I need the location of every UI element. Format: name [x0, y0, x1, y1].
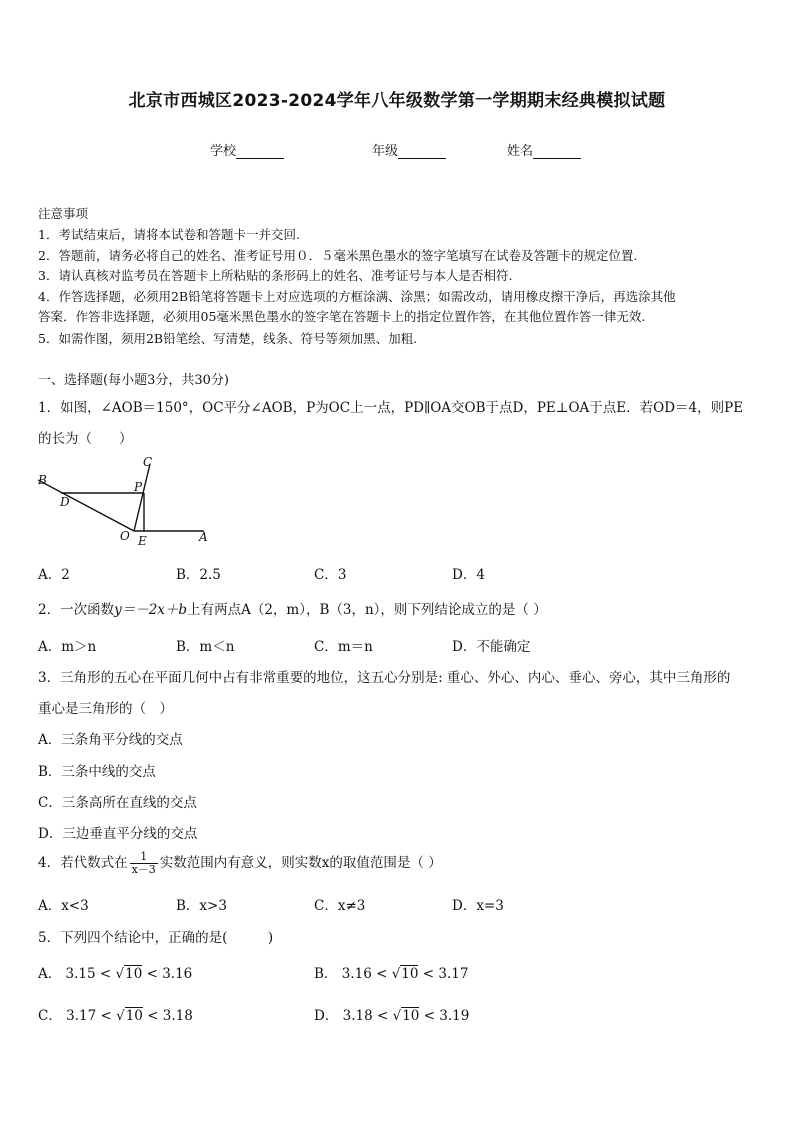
fraction-denominator: x－3: [131, 863, 156, 876]
question-4-suffix: 实数范围内有意义，则实数x的取值范围是（ ）: [159, 855, 442, 871]
question-4-option-b: B．x>3: [176, 898, 227, 914]
option-label: A．: [38, 966, 62, 982]
question-4-stem: [38, 851, 442, 876]
notice-item: 3．请认真核对监考员在答题卡上所粘贴的条形码上的姓名、准考证号与本人是否相符.: [38, 268, 513, 283]
notice-item: 5．如需作图，须用2B铅笔绘、写清楚，线条、符号等须加黑、加粗.: [38, 331, 418, 346]
sqrt-sign: √: [115, 966, 125, 982]
school-field: [210, 140, 284, 159]
option-left: 3.15 <: [65, 966, 112, 982]
grade-blank: [398, 145, 446, 159]
label-c: C: [143, 455, 153, 469]
option-left: 3.17 <: [66, 1008, 112, 1024]
sqrt-sign: √: [392, 1008, 402, 1024]
page-title: 北京市西城区2023-2024学年八年级数学第一学期期末经典模拟试题: [128, 91, 666, 111]
question-2-option-c: C．m＝n: [314, 639, 373, 655]
question-1-option-d: D．4: [452, 567, 485, 583]
name-blank: [533, 145, 581, 159]
question-4-fraction: [130, 851, 158, 876]
question-4-option-d: D．x=3: [452, 898, 504, 914]
question-3-option-b: B．三条中线的交点: [38, 764, 156, 780]
sqrt-sign: √: [116, 1008, 125, 1024]
label-a: A: [199, 530, 208, 544]
question-4-option-a: A．x<3: [38, 898, 89, 914]
radicand: 10: [401, 966, 419, 982]
label-o: O: [120, 529, 130, 543]
question-2-stem: [38, 598, 547, 618]
option-right: < 3.18: [147, 1008, 193, 1024]
question-1-figure: [38, 454, 210, 552]
question-3-option-c: C．三条高所在直线的交点: [38, 795, 197, 811]
question-2-option-b: B．m＜n: [176, 639, 235, 655]
notice-item: 2．答题前，请务必将自己的姓名、准考证号用０．５毫米黑色墨水的签字笔填写在试卷及答题卡的规定位置.: [38, 248, 638, 263]
name-label: 姓名: [507, 144, 534, 159]
option-right: < 3.16: [146, 966, 193, 982]
question-3-option-a: A．三条角平分线的交点: [38, 732, 183, 748]
question-2-prefix: 2．一次函数: [38, 602, 115, 618]
question-4-prefix: 4．若代数式在: [38, 855, 128, 871]
fraction-numerator: 1: [130, 851, 158, 864]
question-5-option-d: [314, 1004, 469, 1024]
ray-oc: [134, 464, 150, 531]
question-2-option-a: A．m＞n: [38, 639, 97, 655]
label-p: P: [134, 480, 143, 494]
option-label: D．: [314, 1008, 339, 1024]
question-2-option-d: D．不能确定: [452, 639, 531, 655]
question-4-option-c: C．x≠3: [314, 898, 366, 914]
label-b: B: [38, 473, 47, 487]
option-label: B．: [314, 966, 338, 982]
notice-item: 答案．作答非选择题，必须用05毫米黑色墨水的签字笔在答题卡上的指定位置作答，在其他位置作答一律无效.: [38, 309, 646, 324]
question-2-suffix: 上有两点A（2，m），B（3，n），则下列结论成立的是（ ）: [187, 602, 547, 618]
option-right: < 3.19: [423, 1008, 470, 1024]
question-1-stem: 1．如图，∠AOB＝150°，OC平分∠AOB，P为OC上一点，PD∥OA交OB于点D，PE⊥OA于点E．若OD＝4，则PE: [38, 400, 744, 416]
grade-field: [372, 140, 446, 159]
name-field: [507, 140, 581, 159]
question-1-option-b: B．2.5: [176, 567, 221, 583]
school-label: 学校: [210, 144, 237, 159]
question-5-option-a: [38, 962, 192, 982]
notice-heading: 注意事项: [38, 206, 89, 221]
question-5-option-b: [314, 962, 468, 982]
option-left: 3.16 <: [341, 966, 388, 982]
question-3-option-d: D．三边垂直平分线的交点: [38, 826, 198, 842]
angle-diagram: [38, 454, 210, 548]
radicand: 10: [402, 1008, 420, 1024]
question-2-function: y＝－2x＋b: [114, 602, 188, 618]
label-d: D: [60, 495, 70, 509]
question-1-option-a: A．2: [38, 567, 70, 583]
radicand: 10: [125, 966, 143, 982]
radicand: 10: [125, 1008, 143, 1024]
label-e: E: [138, 534, 147, 548]
question-1-stem-cont: 的长为（ ）: [38, 431, 133, 447]
question-3-stem: 3．三角形的五心在平面几何中占有非常重要的地位，这五心分别是: 重心、外心、内心、垂心、旁心，其中三角形的: [38, 670, 731, 686]
question-1-option-c: C．3: [314, 567, 347, 583]
grade-label: 年级: [372, 144, 399, 159]
question-3-stem-cont: 重心是三角形的（ ）: [38, 701, 173, 717]
section-heading: 一、选择题(每小题3分，共30分): [38, 373, 229, 388]
question-5-option-c: [38, 1004, 193, 1024]
sqrt-sign: √: [391, 966, 401, 982]
notice-item: 4．作答选择题，必须用2B铅笔将答题卡上对应选项的方框涂满、涂黑；如需改动，请用橡皮擦干净后，再选涂其他: [38, 289, 676, 304]
notice-item: 1．考试结束后，请将本试卷和答题卡一并交回.: [38, 227, 300, 242]
option-right: < 3.17: [422, 966, 469, 982]
option-label: C．: [38, 1008, 62, 1024]
option-left: 3.18 <: [342, 1008, 389, 1024]
question-5-stem: 5．下列四个结论中，正确的是( ): [38, 930, 274, 946]
ray-ob: [38, 480, 134, 531]
school-blank: [236, 145, 284, 159]
